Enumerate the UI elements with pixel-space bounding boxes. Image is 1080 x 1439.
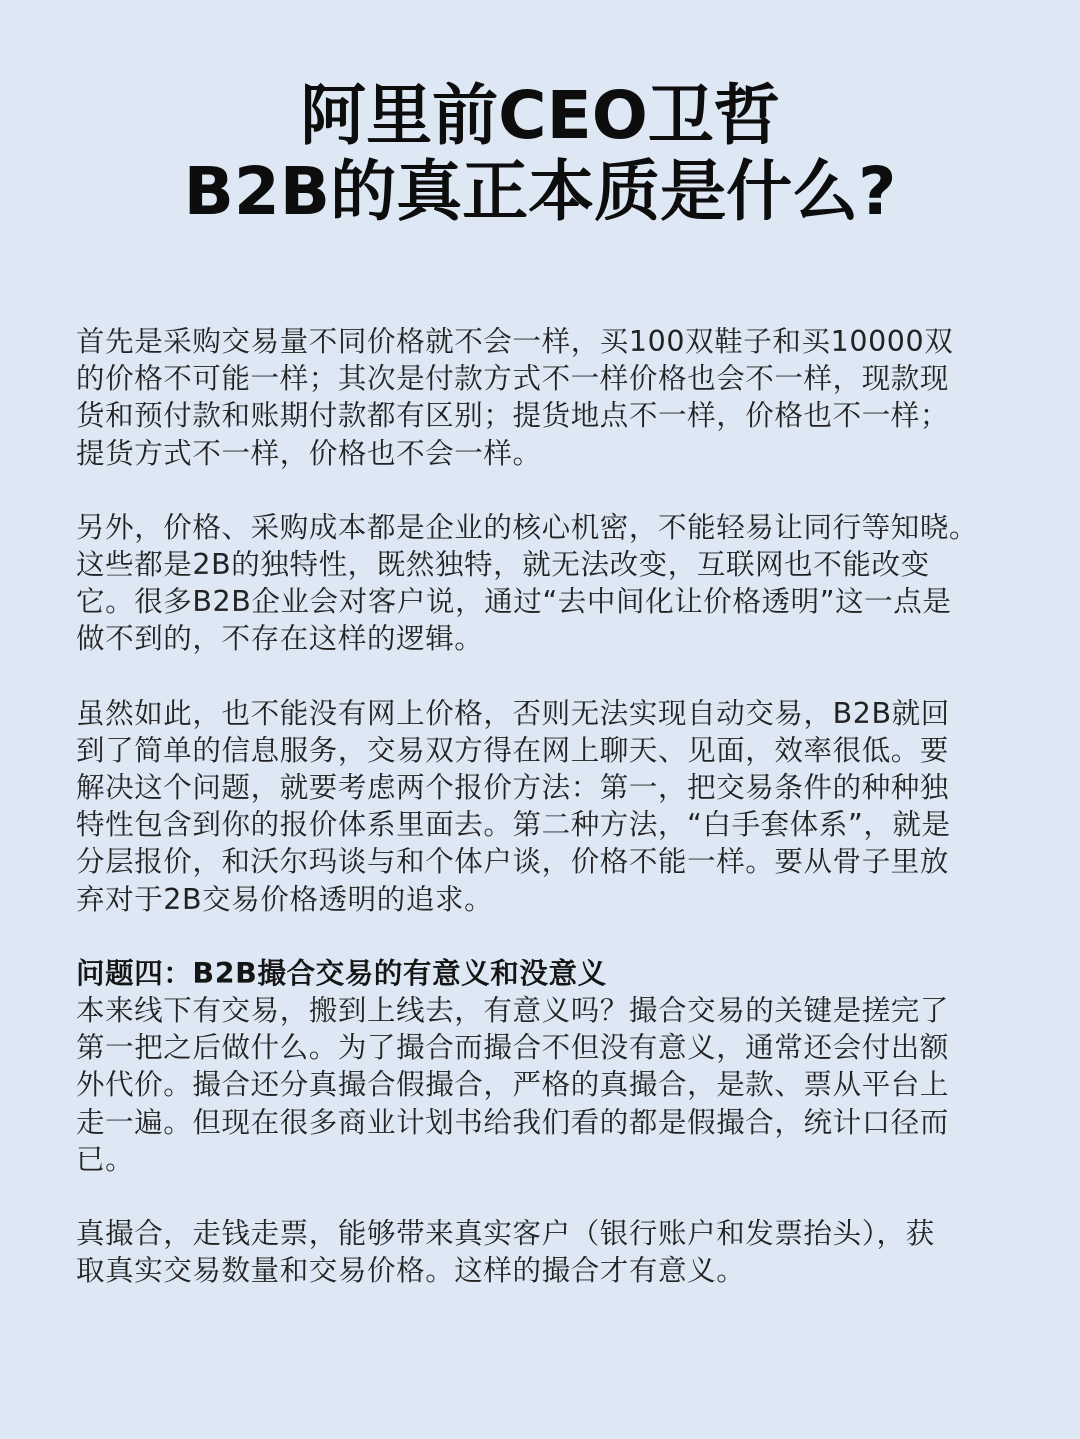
text-line: 特性包含到你的报价体系里面去。第二种方法，“白手套体系”，就是 — [76, 808, 951, 842]
text-line: 首先是采购交易量不同价格就不会一样，买100双鞋子和买10000双 — [76, 325, 954, 358]
text-line: 到了简单的信息服务，交易双方得在网上聊天、见面，效率很低。要 — [76, 733, 950, 767]
text-line: 虽然如此，也不能没有网上价格，否则无法实现自动交易，B2B就回 — [76, 696, 950, 730]
text-line: 第一把之后做什么。为了撮合而撮合不但没有意义，通常还会付出额 — [76, 1031, 950, 1065]
text-line: 弃对于2B交易价格透明的追求。 — [76, 882, 494, 916]
paragraph-matchmaking — [76, 955, 1026, 1178]
text-line: 这些都是2B的独特性，既然独特，就无法改变，互联网也不能改变 — [76, 548, 930, 582]
text-line: 本来线下有交易，搬到上线去，有意义吗？撮合交易的关键是搓完了 — [76, 994, 950, 1028]
title-line-1: 阿里前CEO卫哲 — [300, 77, 780, 155]
text-line: 的价格不可能一样；其次是付款方式不一样价格也会不一样，现款现 — [76, 362, 950, 396]
text-line: 走一遍。但现在很多商业计划书给我们看的都是假撮合，统计口径而 — [76, 1105, 950, 1139]
text-line: 已。 — [76, 1142, 135, 1176]
page-title — [0, 78, 1080, 230]
text-line: 外代价。撮合还分真撮合假撮合，严格的真撮合，是款、票从平台上 — [76, 1068, 950, 1102]
paragraph-quote-methods — [76, 695, 1026, 918]
section-heading: 问题四：B2B撮合交易的有意义和没意义 — [76, 956, 607, 990]
article-body — [76, 323, 1026, 1326]
paragraph-pricing-factors — [76, 323, 1026, 472]
paragraph-real-matchmaking — [76, 1215, 1026, 1289]
text-line: 分层报价，和沃尔玛谈与和个体户谈，价格不能一样。要从骨子里放 — [76, 845, 950, 879]
paragraph-confidentiality — [76, 509, 1026, 658]
title-line-2: B2B的真正本质是什么? — [183, 153, 897, 231]
text-line: 解决这个问题，就要考虑两个报价方法：第一，把交易条件的种种独 — [76, 771, 950, 805]
text-line: 提货方式不一样，价格也不会一样。 — [76, 436, 542, 470]
text-line: 它。很多B2B企业会对客户说，通过“去中间化让价格透明”这一点是 — [76, 585, 952, 619]
text-line: 另外，价格、采购成本都是企业的核心机密，不能轻易让同行等知晓。 — [76, 510, 979, 544]
text-line: 取真实交易数量和交易价格。这样的撮合才有意义。 — [76, 1254, 746, 1288]
text-line: 做不到的，不存在这样的逻辑。 — [76, 622, 484, 656]
text-line: 货和预付款和账期付款都有区别；提货地点不一样，价格也不一样； — [76, 399, 950, 433]
text-line: 真撮合，走钱走票，能够带来真实客户（银行账户和发票抬头），获 — [76, 1217, 935, 1251]
